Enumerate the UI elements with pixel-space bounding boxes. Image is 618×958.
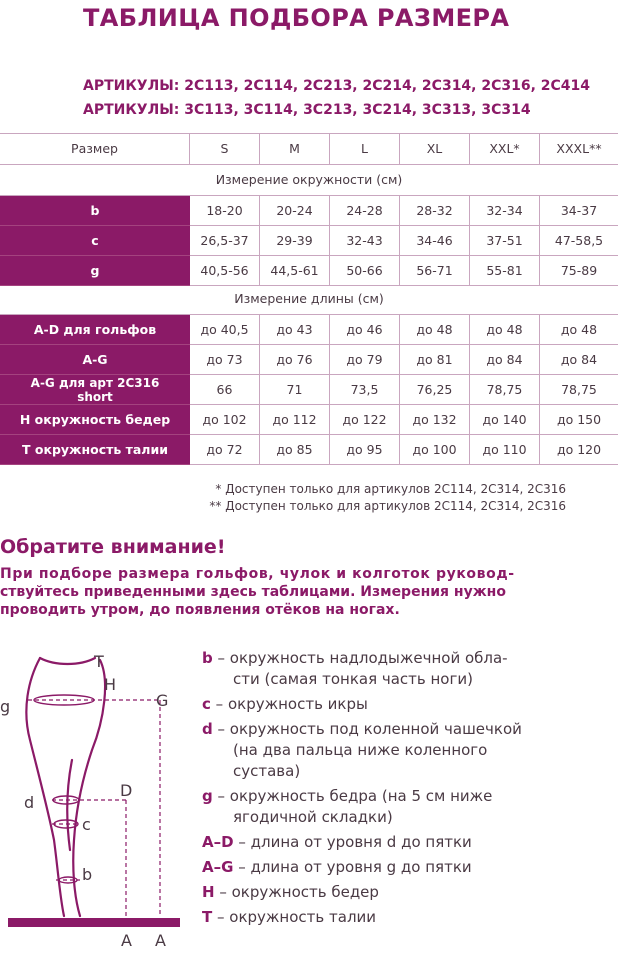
row-label-line-1: A-G для арт 2С316 [30,376,160,390]
row-label: g [0,256,190,286]
legend-item [202,694,612,715]
table-cell: до 76 [260,345,330,375]
table-cell: 28-32 [400,196,470,226]
table-cell: 44,5-61 [260,256,330,286]
table-cell: 66 [190,375,260,405]
table-row [0,375,618,405]
table-row [0,196,618,226]
legend-item [202,907,612,928]
label-G: G [156,691,169,710]
attention-line-2: ствуйтесь приведенными здесь таблицами. Измерения нужно [0,584,506,600]
inner-leg-line [67,760,72,850]
footnote-xxl: * Доступен только для артикулов 2С114, 2С314, 2С316 [215,482,566,496]
table-cell: до 132 [400,405,470,435]
table-cell: 40,5-56 [190,256,260,286]
legend-line-first [202,832,612,853]
legend-item [202,857,612,878]
label-d: d [24,793,35,812]
row-label: c [0,226,190,256]
table-cell: до 48 [470,315,540,345]
table-cell: 76,25 [400,375,470,405]
legend-key: d [202,720,213,738]
row-label: T окружность талии [0,435,190,465]
legend-text: окружность бедер [231,883,379,901]
header-size: Размер [0,134,190,164]
table-cell: 73,5 [330,375,400,405]
floor-bar [8,918,180,927]
legend-text: длина от уровня d до пятки [250,833,472,851]
table-cell: 75-89 [540,256,618,286]
legend-line-first [202,648,612,669]
legend-line-first [202,786,612,807]
footnote-xxxl: ** Доступен только для артикулов 2С114, 2С314, 2С316 [209,499,566,513]
legend-text-continued: сустава) [233,762,301,780]
legend-text-continued: сти (самая тонкая часть ноги) [233,670,473,688]
label-T: T [94,652,104,671]
label-A-right: A [155,931,166,950]
table-row [0,405,618,435]
attention-line-3: проводить утром, до появления отёков на ногах. [0,602,400,618]
legend-separator: – [233,833,251,851]
legend-text-continued: ягодичной складки) [233,808,393,826]
table-cell: 20-24 [260,196,330,226]
legend-item [202,719,612,782]
table-cell: 29-39 [260,226,330,256]
table-cell: до 110 [470,435,540,465]
articles-line-2: АРТИКУЛЫ: 3С113, 3С114, 3С213, 3С214, 3С313, 3С314 [83,102,531,118]
table-cell: до 48 [540,315,618,345]
legend-text-continued: (на два пальца ниже коленного [233,741,488,759]
header-m: M [260,134,330,164]
label-D: D [120,781,133,800]
row-label: b [0,196,190,226]
table-cell: до 72 [190,435,260,465]
legend-separator: – [210,695,228,713]
legend-line-first [202,857,612,878]
table-cell: до 48 [400,315,470,345]
table-cell: до 73 [190,345,260,375]
table-cell: 55-81 [470,256,540,286]
legend-item [202,832,612,853]
legend-separator: – [212,908,230,926]
table-cell: до 120 [540,435,618,465]
legend-list [202,648,612,932]
legend-item [202,648,612,690]
legend-key: A–D [202,833,234,851]
table-row [0,226,618,256]
attention-heading: Обратите внимание! [0,536,226,558]
table-cell: до 100 [400,435,470,465]
legend-separator: – [212,720,230,738]
table-cell: до 84 [540,345,618,375]
legend-item [202,882,612,903]
header-xxxl: XXXL** [556,141,602,156]
legend-key: T [202,908,213,926]
table-cell: до 95 [330,435,400,465]
table-cell: до 150 [540,405,618,435]
table-cell: 32-43 [330,226,400,256]
table-cell: 24-28 [330,196,400,226]
legend-item [202,786,612,828]
table-cell: до 112 [260,405,330,435]
table-cell: 34-46 [400,226,470,256]
row-label: A-D для гольфов [0,315,190,345]
table-cell: 71 [260,375,330,405]
attention-line-1: При подборе размера гольфов, чулок и колготок руковод- [0,566,515,582]
legend-text: окружность икры [227,695,368,713]
legend-line-first [202,907,612,928]
label-c: c [82,815,91,834]
table-cell: 34-37 [540,196,618,226]
section-circumference: Измерение окружности (см) [215,172,403,187]
legend-text: окружность надлодыжечной обла- [229,649,508,667]
table-cell: до 46 [330,315,400,345]
table-row [0,315,618,345]
legend-key: A–G [202,858,234,876]
header-s: S [190,134,260,164]
row-label-line-2: short [77,390,113,404]
table-cell: до 79 [330,345,400,375]
table-cell: 78,75 [470,375,540,405]
table-cell: до 81 [400,345,470,375]
length-rows [0,315,618,465]
legend-separator: – [233,858,251,876]
section-length: Измерение длины (см) [234,291,384,306]
legend-key: c [202,695,211,713]
legend-line-first [202,694,612,715]
circumference-rows [0,196,618,286]
legend-separator: – [212,649,230,667]
header-xxl: XXL* [470,134,540,164]
table-cell: 50-66 [330,256,400,286]
table-cell: до 43 [260,315,330,345]
table-row [0,256,618,286]
table-cell: 47-58,5 [540,226,618,256]
legend-key: g [202,787,213,805]
table-cell: 26,5-37 [190,226,260,256]
legend-text: окружность бедра (на 5 см ниже [229,787,493,805]
legend-text: длина от уровня g до пятки [250,858,472,876]
waist-curve [40,658,95,664]
row-label [0,375,190,405]
legend-text: окружность талии [229,908,377,926]
table-cell: 37-51 [470,226,540,256]
page-title: ТАБЛИЦА ПОДБОРА РАЗМЕРА [83,4,510,32]
table-cell: до 40,5 [190,315,260,345]
label-g: g [0,697,11,716]
legend-separator: – [212,787,230,805]
table-cell: 78,75 [540,375,618,405]
table-row [0,345,618,375]
legend-line-first [202,882,612,903]
legend-key: b [202,649,213,667]
table-cell: 32-34 [470,196,540,226]
table-cell: 56-71 [400,256,470,286]
table-header-row [0,134,618,164]
table-cell: 18-20 [190,196,260,226]
leg-diagram [0,640,200,954]
label-A-left: A [121,931,132,950]
table-cell: до 84 [470,345,540,375]
table-cell: до 85 [260,435,330,465]
header-xl: XL [400,134,470,164]
label-b: b [82,865,93,884]
table-cell: до 140 [470,405,540,435]
legend-separator: – [214,883,232,901]
leg-illustration [0,640,200,954]
articles-line-1: АРТИКУЛЫ: 2С113, 2С114, 2С213, 2С214, 2С314, 2С316, 2С414 [83,78,591,94]
legend-line-first [202,719,612,740]
header-l: L [330,134,400,164]
legend-key: H [202,883,215,901]
table-cell: до 122 [330,405,400,435]
label-H: H [104,675,117,694]
row-label: A-G [0,345,190,375]
table-cell: до 102 [190,405,260,435]
table-row [0,435,618,465]
legend-text: окружность под коленной чашечкой [229,720,522,738]
row-label: H окружность бедер [0,405,190,435]
